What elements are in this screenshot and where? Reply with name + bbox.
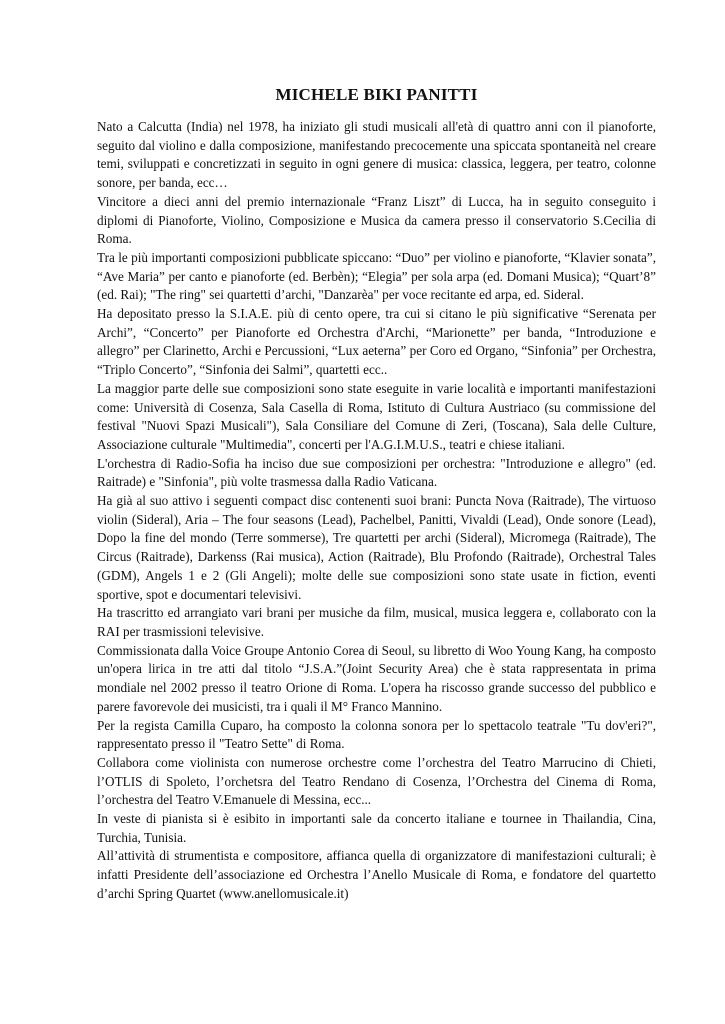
paragraph-violinist: Collabora come violinista con numerose orchestre come l’orchestra del Teatro Marrucino di Chieti, l’OTLIS di Spoleto, l’orchetsra del Teatro Rendano di Cosenza, l’Orchestra del Cinema di Roma, l’orchestra del Teatro V.Emanuele di Messina, ecc... — [97, 754, 656, 808]
paragraph-organizer: All’attività di strumentista e compositore, affianca quella di organizzatore di manifestazioni culturali; è infatti Presidente dell’associazione ed Orchestra l’Anello Musicale di Roma, e fondatore del quartetto d’archi Spring Quartet (www.anellomusicale.it) — [97, 848, 656, 901]
paragraph-theatre-soundtrack: Per la regista Camilla Cuparo, ha composto la colonna sonora per lo spettacolo teatrale "Tu dov'eri?", rappresentato presso il "Teatro Sette" di Roma. — [97, 717, 656, 752]
paragraph-pianist: In veste di pianista si è esibito in importanti sale da concerto italiane e tournee in Thailandia, Cina, Turchia, Tunisia. — [97, 811, 656, 845]
document-page — [97, 84, 656, 904]
paragraph-compact-discs: Ha già al suo attivo i seguenti compact disc contenenti suoi brani: Puncta Nova (Raitrade), The virtuoso violin (Sideral), Aria – The four seasons (Lead), Pachelbel, Panitti, Vivaldi (Lead), Onde sonore (Lead), Dopo la fine del mondo (Terre sommerse), Tre quartetti per archi (Sideral), Micromega (Raitrade), The Circus (Raitrade), Darkenss (Rai musica), Action (Raitrade), Blu Profondo (Raitrade), Orchestral Tales (GDM), Angels 1 e 2 (Gli Angeli); molte delle sue composizioni sono state usate in fiction, eventi sportive, spot e documentari televisivi. — [97, 493, 656, 602]
paragraph-opera-jsa: Commissionata dalla Voice Groupe Antonio Corea di Seoul, su libretto di Woo Young Kang, ha composto un'opera lirica in tre atti dal titolo “J.S.A.”(Joint Security Area) che è stata rappresentata in prima mondiale nel 2002 presso il teatro Orione di Roma. L'opera ha riscosso grande successo del pubblico e parere favorevole dei musicisti, tra i quali il M° Franco Mannino. — [97, 642, 656, 714]
paragraph-award-and-diplomas: Vincitore a dieci anni del premio internazionale “Franz Liszt” di Lucca, ha in seguito conseguito i diplomi di Pianoforte, Violino, Composizione e Musica da camera presso il conservatorio S.Cecilia di Roma. — [97, 193, 656, 247]
paragraph-arrangements: Ha trascritto ed arrangiato vari brani per musiche da film, musical, musica leggera e, collaborato con la RAI per trasmissioni televisive. — [97, 605, 656, 639]
paragraph-performances: La maggior parte delle sue composizioni sono state eseguite in varie località e importanti manifestazioni come: Università di Cosenza, Sala Casella di Roma, Istituto di Cultura Austriaco (su commissione del festival "Nuovi Spazi Musicali"), Sala Consiliare del Comune di Zeri, (Toscana), Sala delle Culture, Associazione culturale "Multimedia", concerti per l'A.G.I.M.U.S., teatri e chiese italiani. — [97, 380, 656, 452]
paragraph-siae-works: Ha depositato presso la S.I.A.E. più di cento opere, tra cui si citano le più significative “Serenata per Archi”, “Concerto” per Pianoforte ed Orchestra d'Archi, “Marionette” per banda, “Introduzione e allegro” per Clarinetto, Archi e Percussioni, “Lux aeterna” per Coro ed Organo, “Sinfonia” per Orchestra, “Triplo Concerto”, “Sinfonia dei Salmi”, quartetti ecc.. — [97, 306, 656, 378]
paragraph-radio-sofia: L'orchestra di Radio-Sofia ha inciso due sue composizioni per orchestra: "Introduzione e allegro" (ed. Raitrade) e "Sinfonia", più volte trasmessa dalla Radio Vaticana. — [97, 455, 656, 490]
paragraph-birth-and-studies: Nato a Calcutta (India) nel 1978, ha iniziato gli studi musicali all'età di quattro anni con il pianoforte, seguito dal violino e dalla composizione, manifestando precocemente una spiccata spontaneità nel creare temi, sviluppati e concretizzati in seguito in ogni genere di musica: classica, leggera, per teatro, colonne sonore, per banda, ecc… — [97, 119, 656, 191]
paragraph-published-compositions: Tra le più importanti composizioni pubblicate spiccano: “Duo” per violino e pianoforte, “Klavier sonata”, “Ave Maria” per canto e pianoforte (ed. Berbèn); “Elegia” per sola arpa (ed. Domani Musica); “Quart’8” (ed. Rai); "The ring" sei quartetti d’archi, "Danzarèa" per voce recitante ed arpa, ed. Sideral. — [97, 249, 656, 303]
document-title: MICHELE BIKI PANITTI — [275, 85, 478, 104]
